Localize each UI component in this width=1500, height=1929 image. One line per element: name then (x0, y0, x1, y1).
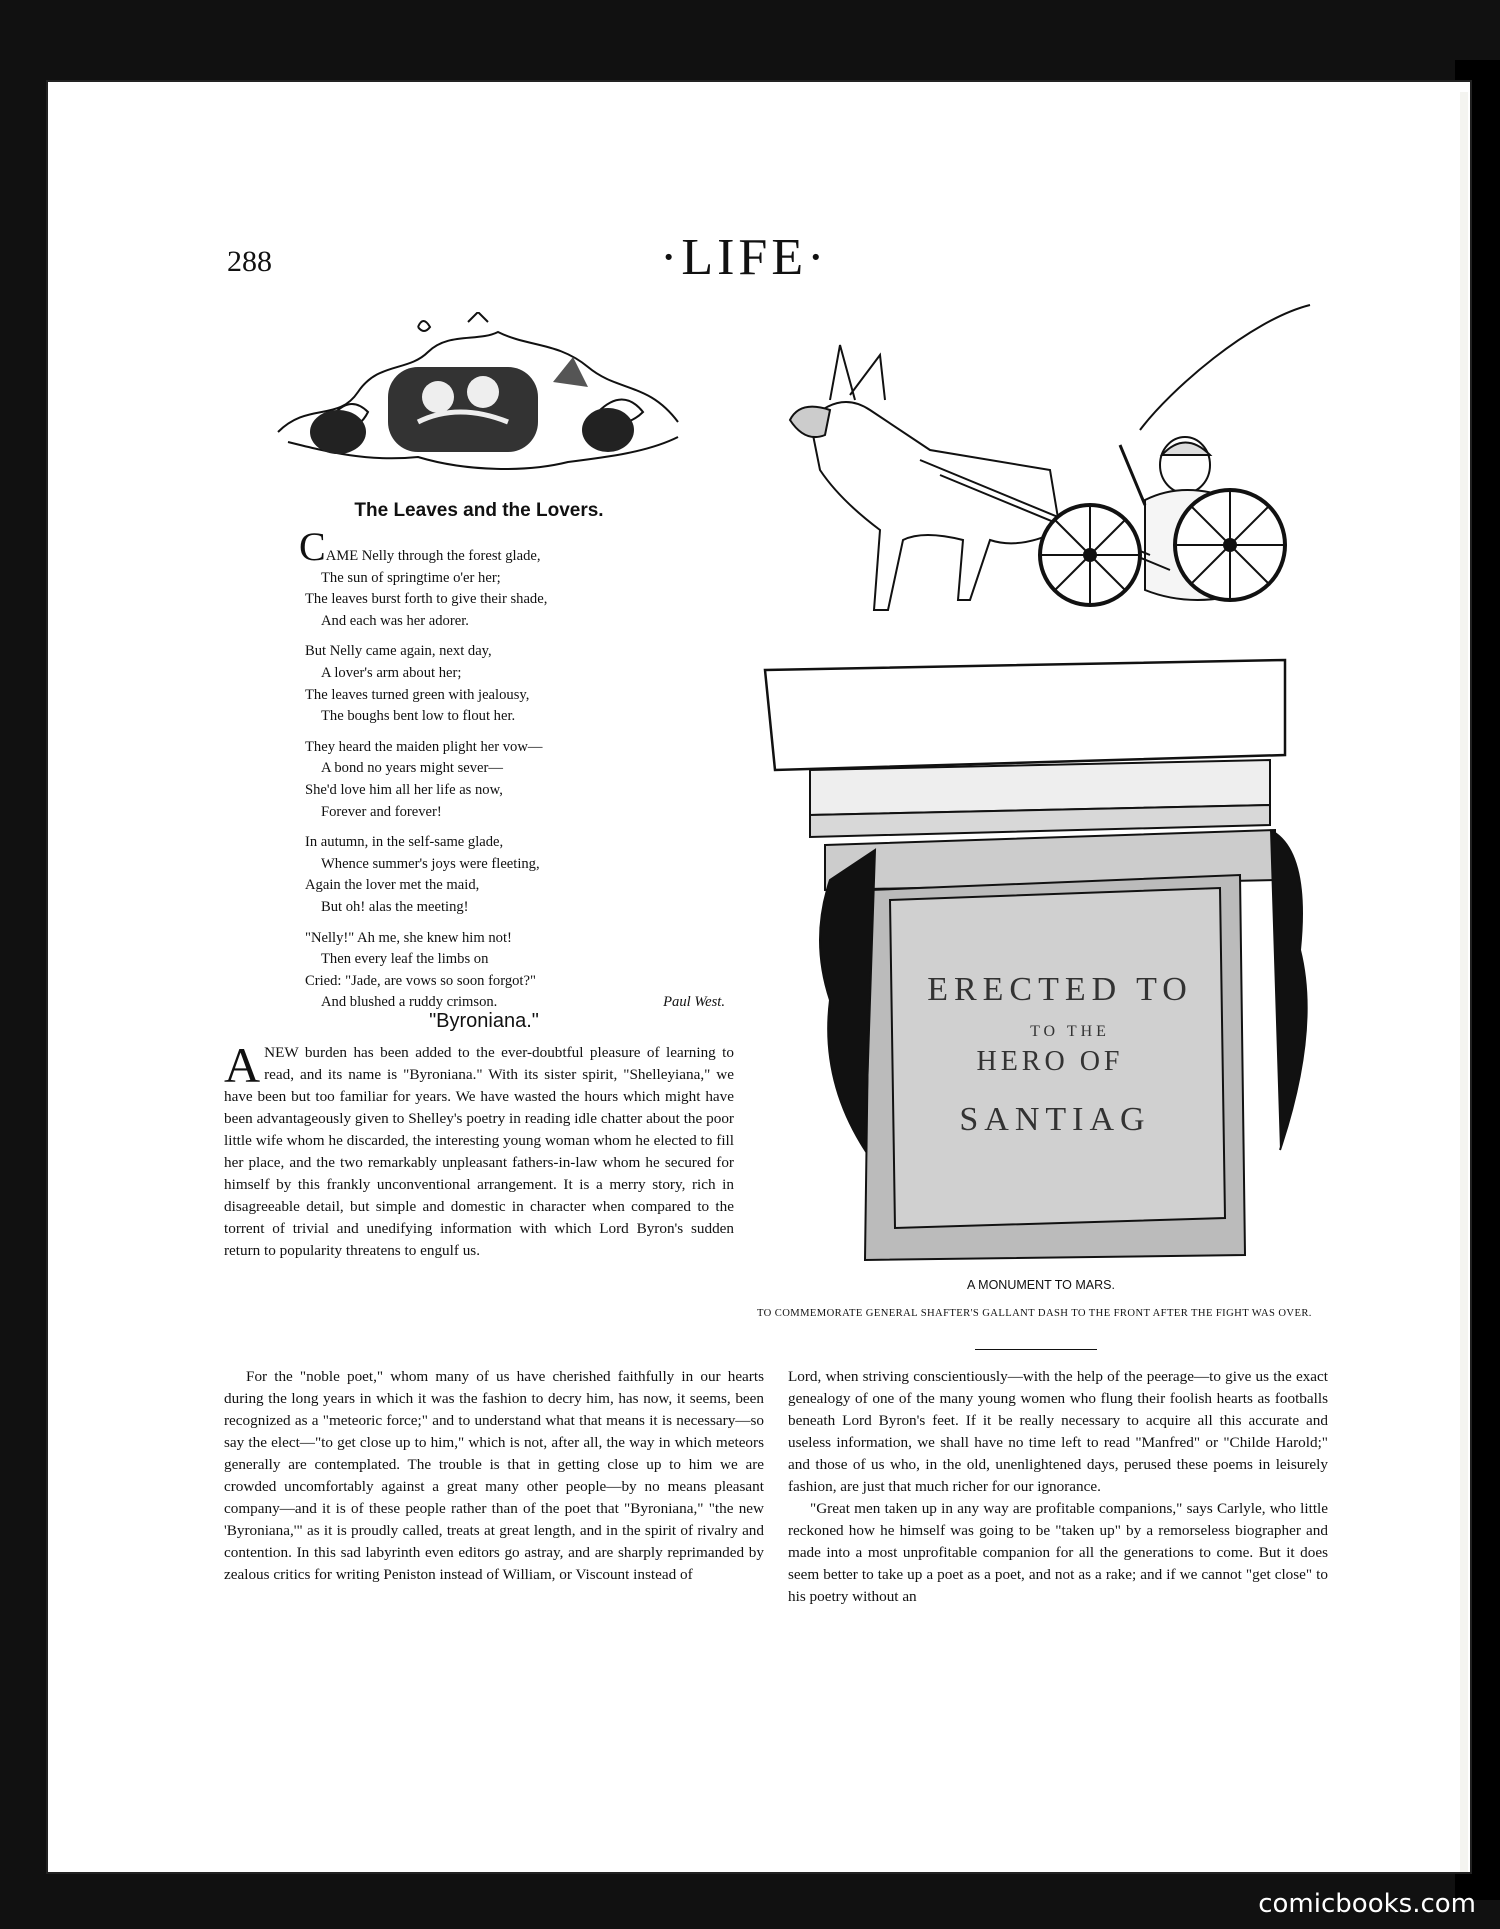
article-paragraph-2: For the "noble poet," whom many of us have cherished faithfully in our hearts during the long years in which it was the fashion to decry him, has now, it seems, been recognized as a "meteoric force;" and to understand what that means it is necessary—so say the elect—"to get close up to him," which is not, after all, the way in which meteors generally are contemplated. The trouble is that in getting close up to him we are crowded uncomfortably against a great many other people—by no means pleasant company—and it is of these people rather than of the poet that "Byroniana," "the new 'Byroniana,'" as it is proudly called, treats at great length, and in the spirit of rivalry and contention. In this sad labyrinth even editors go astray, and are sharply reprimanded by zealous critics for writing Peniston instead of William, or Viscount instead of (224, 1368, 764, 1583)
article-title: "Byroniana." (429, 1010, 539, 1032)
poem-line: The boughs bent low to flout her. (321, 708, 516, 725)
poem-line: Whence summer's joys were fleeting, (321, 855, 540, 872)
article-paragraph-4: "Great men taken up in any way are profitable companions," says Carlyle, who little reckoned how he himself was going to be "taken up" by a remorseless biographer and made into a most unprofitable companion for all the generations to come. But it does seem better to take up a poet as a poet, and not as a rake; and if we cannot "get close" to his poetry without an (788, 1500, 1328, 1605)
poem-line: The sun of springtime o'er her; (321, 569, 501, 586)
poem-line: She'd love him all her life as now, (305, 781, 503, 798)
poem-title: The Leaves and the Lovers. (354, 500, 604, 521)
poem-line: Cried: "Jade, are vows so soon forgot?" (305, 972, 536, 989)
inscription-line-4: SANTIAG (959, 1101, 1151, 1138)
illustration-caption: A MONUMENT TO MARS. (967, 1278, 1115, 1292)
poem-line: And blushed a ruddy crimson. (321, 994, 498, 1011)
masthead: ·LIFE· (660, 229, 829, 286)
poem-line: Again the lover met the maid, (305, 877, 480, 894)
poem-stanza (305, 737, 725, 823)
drop-cap: A (224, 1037, 261, 1093)
cherub-vignette-ornament (268, 312, 690, 487)
poem-line: CAME Nelly through the forest glade, (299, 524, 541, 569)
page-gutter (1460, 92, 1468, 1872)
article-column-top (224, 1037, 734, 1262)
poem-line: "Nelly!" Ah me, she knew him not! (305, 929, 512, 946)
article-column-right (788, 1366, 1328, 1608)
poem-line: In autumn, in the self-same glade, (305, 834, 504, 851)
site-watermark: comicbooks.com (1258, 1889, 1476, 1919)
poem-line: The leaves turned green with jealousy, (305, 686, 530, 703)
poem-line: The leaves burst forth to give their shade, (305, 591, 548, 608)
poem-line: And each was her adorer. (321, 612, 469, 629)
poem-stanza (305, 928, 725, 1014)
poem-line: Forever and forever! (321, 803, 442, 820)
poem-stanza (305, 832, 725, 918)
poem-line: A lover's arm about her; (321, 664, 462, 681)
article-column-left (224, 1366, 764, 1586)
illustration-subcaption: TO COMMEMORATE GENERAL SHAFTER'S GALLANT DASH TO THE FRONT AFTER THE FIGHT WAS OVER. (757, 1308, 1312, 1319)
page-number: 288 (227, 245, 272, 278)
poem-body (299, 524, 725, 1023)
poem-line: But Nelly came again, next day, (305, 643, 492, 660)
inscription-line-1: ERECTED TO (927, 971, 1193, 1008)
poem-line: They heard the maiden plight her vow— (305, 738, 543, 755)
monument-illustration (750, 300, 1412, 1280)
inscription-line-3: HERO OF (976, 1046, 1124, 1077)
poem-author: Paul West. (663, 994, 725, 1011)
poem-stanza (305, 641, 725, 727)
poem-line: A bond no years might sever— (321, 760, 503, 777)
article-paragraph-1: ANEW burden has been added to the ever-doubtful pleasure of learning to read, and its name is "Byroniana." With its sister spirit, "Shelleyiana," we have been but too familiar for years. We have wasted the hours which might have been advantageously given to Shelley's poetry in reading idle chatter about the poor little wife whom he discarded, the interesting young woman whom he elected to fill her place, and the two remarkably unpleasant fathers-in-law whom he secured for himself by this frankly unconventional arrangement. It is a merry story, rich in disagreeable detail, but simple and domestic in character when compared to the torrent of trivial and unedifying information with which Lord Byron's sudden return to popularity threatens to engulf us. (224, 1037, 734, 1259)
poem-line: Then every leaf the limbs on (321, 951, 489, 968)
poem-stanza (299, 524, 725, 632)
article-paragraph-3: Lord, when striving conscientiously—with the help of the peerage—to give us the exact genealogy of one of the many young women who flung their foolish hearts as footballs beneath Lord Byron's feet. If it be really necessary to acquire all this accurate and useless information, we shall have no time left to read "Manfred" or "Childe Harold;" and those of us who, in the old, unenlightened days, perused these poems in leisurely fashion, are just that much richer for our ignorance. (788, 1368, 1328, 1495)
inscription-line-2: TO THE (1030, 1023, 1110, 1040)
caption-rule (975, 1349, 1097, 1350)
poem-line: But oh! alas the meeting! (321, 898, 469, 915)
